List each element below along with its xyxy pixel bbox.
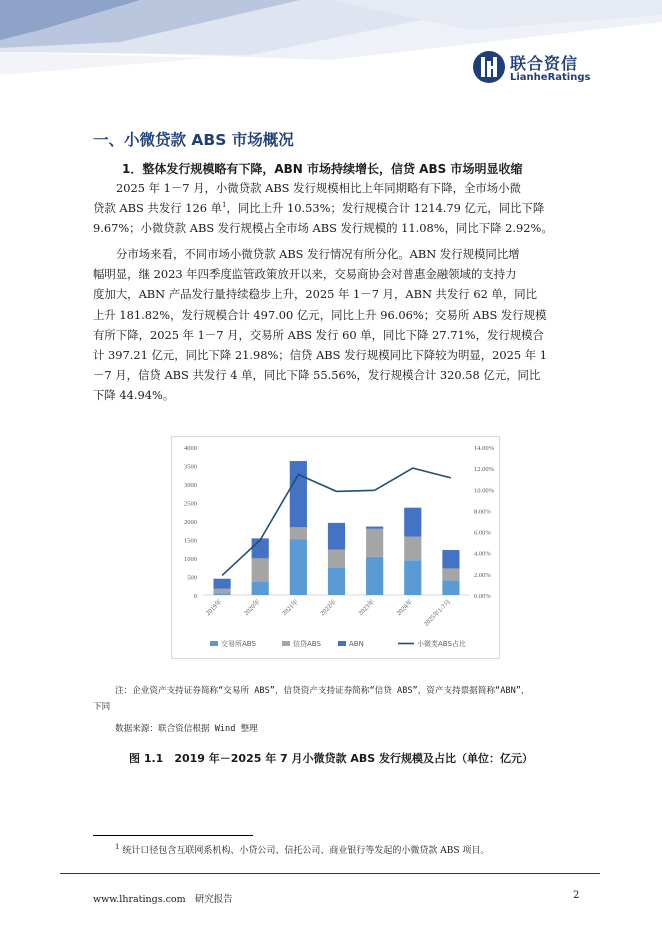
bar-segment [213,579,230,589]
paragraph-overall [93,178,582,239]
section-title: 一、小微贷款 ABS 市场概况 [93,131,294,149]
x-tick-label: 2020年 [242,598,262,618]
bar-segment [213,589,230,593]
y2-tick-label: 12.00% [474,466,495,474]
paragraph-line: 2025 年 1－7 月，小微贷款 ABS 发行规模相比上年同期略有下降，全市场小微 [116,181,521,195]
paragraph-line: 幅明显，继 2023 年四季度监管政策放开以来，交易商协会对普惠金融领域的支持力 [93,267,517,282]
note-line: 下同 [93,702,111,712]
paragraph-line: 9.67%；小微贷款 ABS 发行规模占全市场 ABS 发行规模的 11.08%，同比下降 2.92%。 [93,221,553,236]
legend-label: 小微类ABS占比 [417,640,466,648]
bar-segment [290,527,307,539]
bar-segment [366,527,383,529]
bar-segment [328,523,345,550]
bar-segment [442,550,459,568]
x-tick-label: 2023年 [357,598,377,618]
paragraph-line: 有所下降，2025 年 1－7 月，交易所 ABS 发行 60 单，同比下降 27.71%，发行规模合 [93,327,544,342]
paragraph-line: 分市场来看，不同市场小微贷款 ABS 发行情况有所分化。ABN 发行规模同比增 [116,247,520,261]
legend-label: 信贷ABS [293,640,321,648]
bar-segment [290,540,307,596]
figure-caption: 图 1.1 2019 年－2025 年 7 月小微贷款 ABS 发行规模及占比（单位：亿元） [129,752,533,765]
y2-tick-label: 4.00% [474,550,491,558]
logo-chinese-name: 联合资信 [510,54,579,73]
y2-tick-label: 2.00% [474,571,491,579]
x-tick-label: 2022年 [319,598,338,618]
footnote-number: 1 [115,843,120,851]
bar-segment [366,557,383,595]
y2-tick-label: 10.00% [474,487,495,495]
text-span: ，同比上升 10.53%；发行规模合计 1214.79 亿元，同比下降 [226,201,545,216]
y-tick-label: 1500 [184,537,197,545]
bar-segment [404,508,421,537]
footer-divider [60,873,600,874]
bar-segment [252,581,269,595]
x-tick-label: 2019年 [204,598,224,618]
abs-issuance-chart [171,436,500,659]
y-tick-label: 2500 [184,500,197,508]
note-line: 注：企业资产支持证券简称“交易所 ABS”，信贷资产支持证券简称“信贷 ABS”，资产支持票据简称“ABN”， [115,686,530,696]
paragraph-line: －7 月，信贷 ABS 共发行 4 单，同比下降 55.56%，发行规模合计 320.58 亿元，同比 [93,368,541,383]
legend-label: 交易所ABS [221,640,256,648]
legend-swatch [338,641,346,646]
logo-english-name: LianheRatings [510,72,591,83]
y2-tick-label: 14.00% [474,445,495,452]
y2-tick-label: 0.00% [474,593,491,600]
bar-segment [442,568,459,580]
chart-svg [172,437,499,658]
text-span: 贷款 ABS 共发行 126 单 [93,201,222,216]
x-tick-label: 2021年 [281,598,300,618]
paragraph-line: 度加大，ABN 产品发行量持续稳步上升，2025 年 1－7 月，ABN 共发行 62 单，同比 [93,287,537,302]
footer-label: 研究报告 [194,894,233,905]
y-tick-label: 500 [187,574,197,582]
y2-tick-label: 6.00% [474,529,491,537]
y-tick-label: 3500 [184,463,197,471]
bar-segment [404,537,421,561]
x-tick-label: 2025年1-7月 [422,598,453,628]
footnote-ref[interactable]: 1 [221,201,227,210]
y2-tick-label: 8.00% [474,508,491,516]
chart-note [93,683,593,715]
bar-segment [404,560,421,595]
bar-segment [366,529,383,557]
y-tick-label: 2000 [184,519,197,526]
y-tick-label: 0 [193,593,197,600]
bar-segment [252,558,269,581]
bar-segment [213,593,230,595]
y-tick-label: 1000 [184,556,197,563]
bar-segment [328,567,345,595]
paragraph-line: 下降 44.94%。 [93,388,175,403]
legend-swatch [210,641,218,646]
footer-left [93,891,233,905]
footnote-divider [93,835,253,836]
bar-segment [252,538,269,558]
bar-segment [290,461,307,527]
paragraph-line: 计 397.21 亿元，同比下降 21.98%；信贷 ABS 发行规模同比下降较为明显，2025 年 1 [93,348,548,363]
paragraph-by-market [93,244,582,406]
footnote-text: 统计口径包含互联网系机构、小贷公司、信托公司、商业银行等发起的小微贷款 ABS 项目。 [122,846,490,856]
bar-segment [442,580,459,595]
bar-segment [328,549,345,567]
legend-label: ABN [349,640,364,648]
page-number: 2 [573,890,580,901]
lianhe-logo-icon [472,50,506,84]
legend-swatch [282,641,290,646]
sub-title: 1．整体发行规模略有下降，ABN 市场持续增长，信贷 ABS 市场明显收缩 [122,162,523,176]
y-tick-label: 4000 [184,445,197,452]
paragraph-line: 上升 181.82%，发行规模合计 497.00 亿元，同比上升 96.06%；交易所 ABS 发行规模 [93,307,547,322]
footer-url[interactable]: www.lhratings.com [93,894,186,905]
x-tick-label: 2024年 [395,598,415,618]
paragraph-line [93,198,582,218]
footnote [115,843,489,856]
y-tick-label: 3000 [184,482,197,489]
company-logo [472,50,602,90]
data-source: 数据来源：联合资信根据 Wind 整理 [115,724,258,734]
